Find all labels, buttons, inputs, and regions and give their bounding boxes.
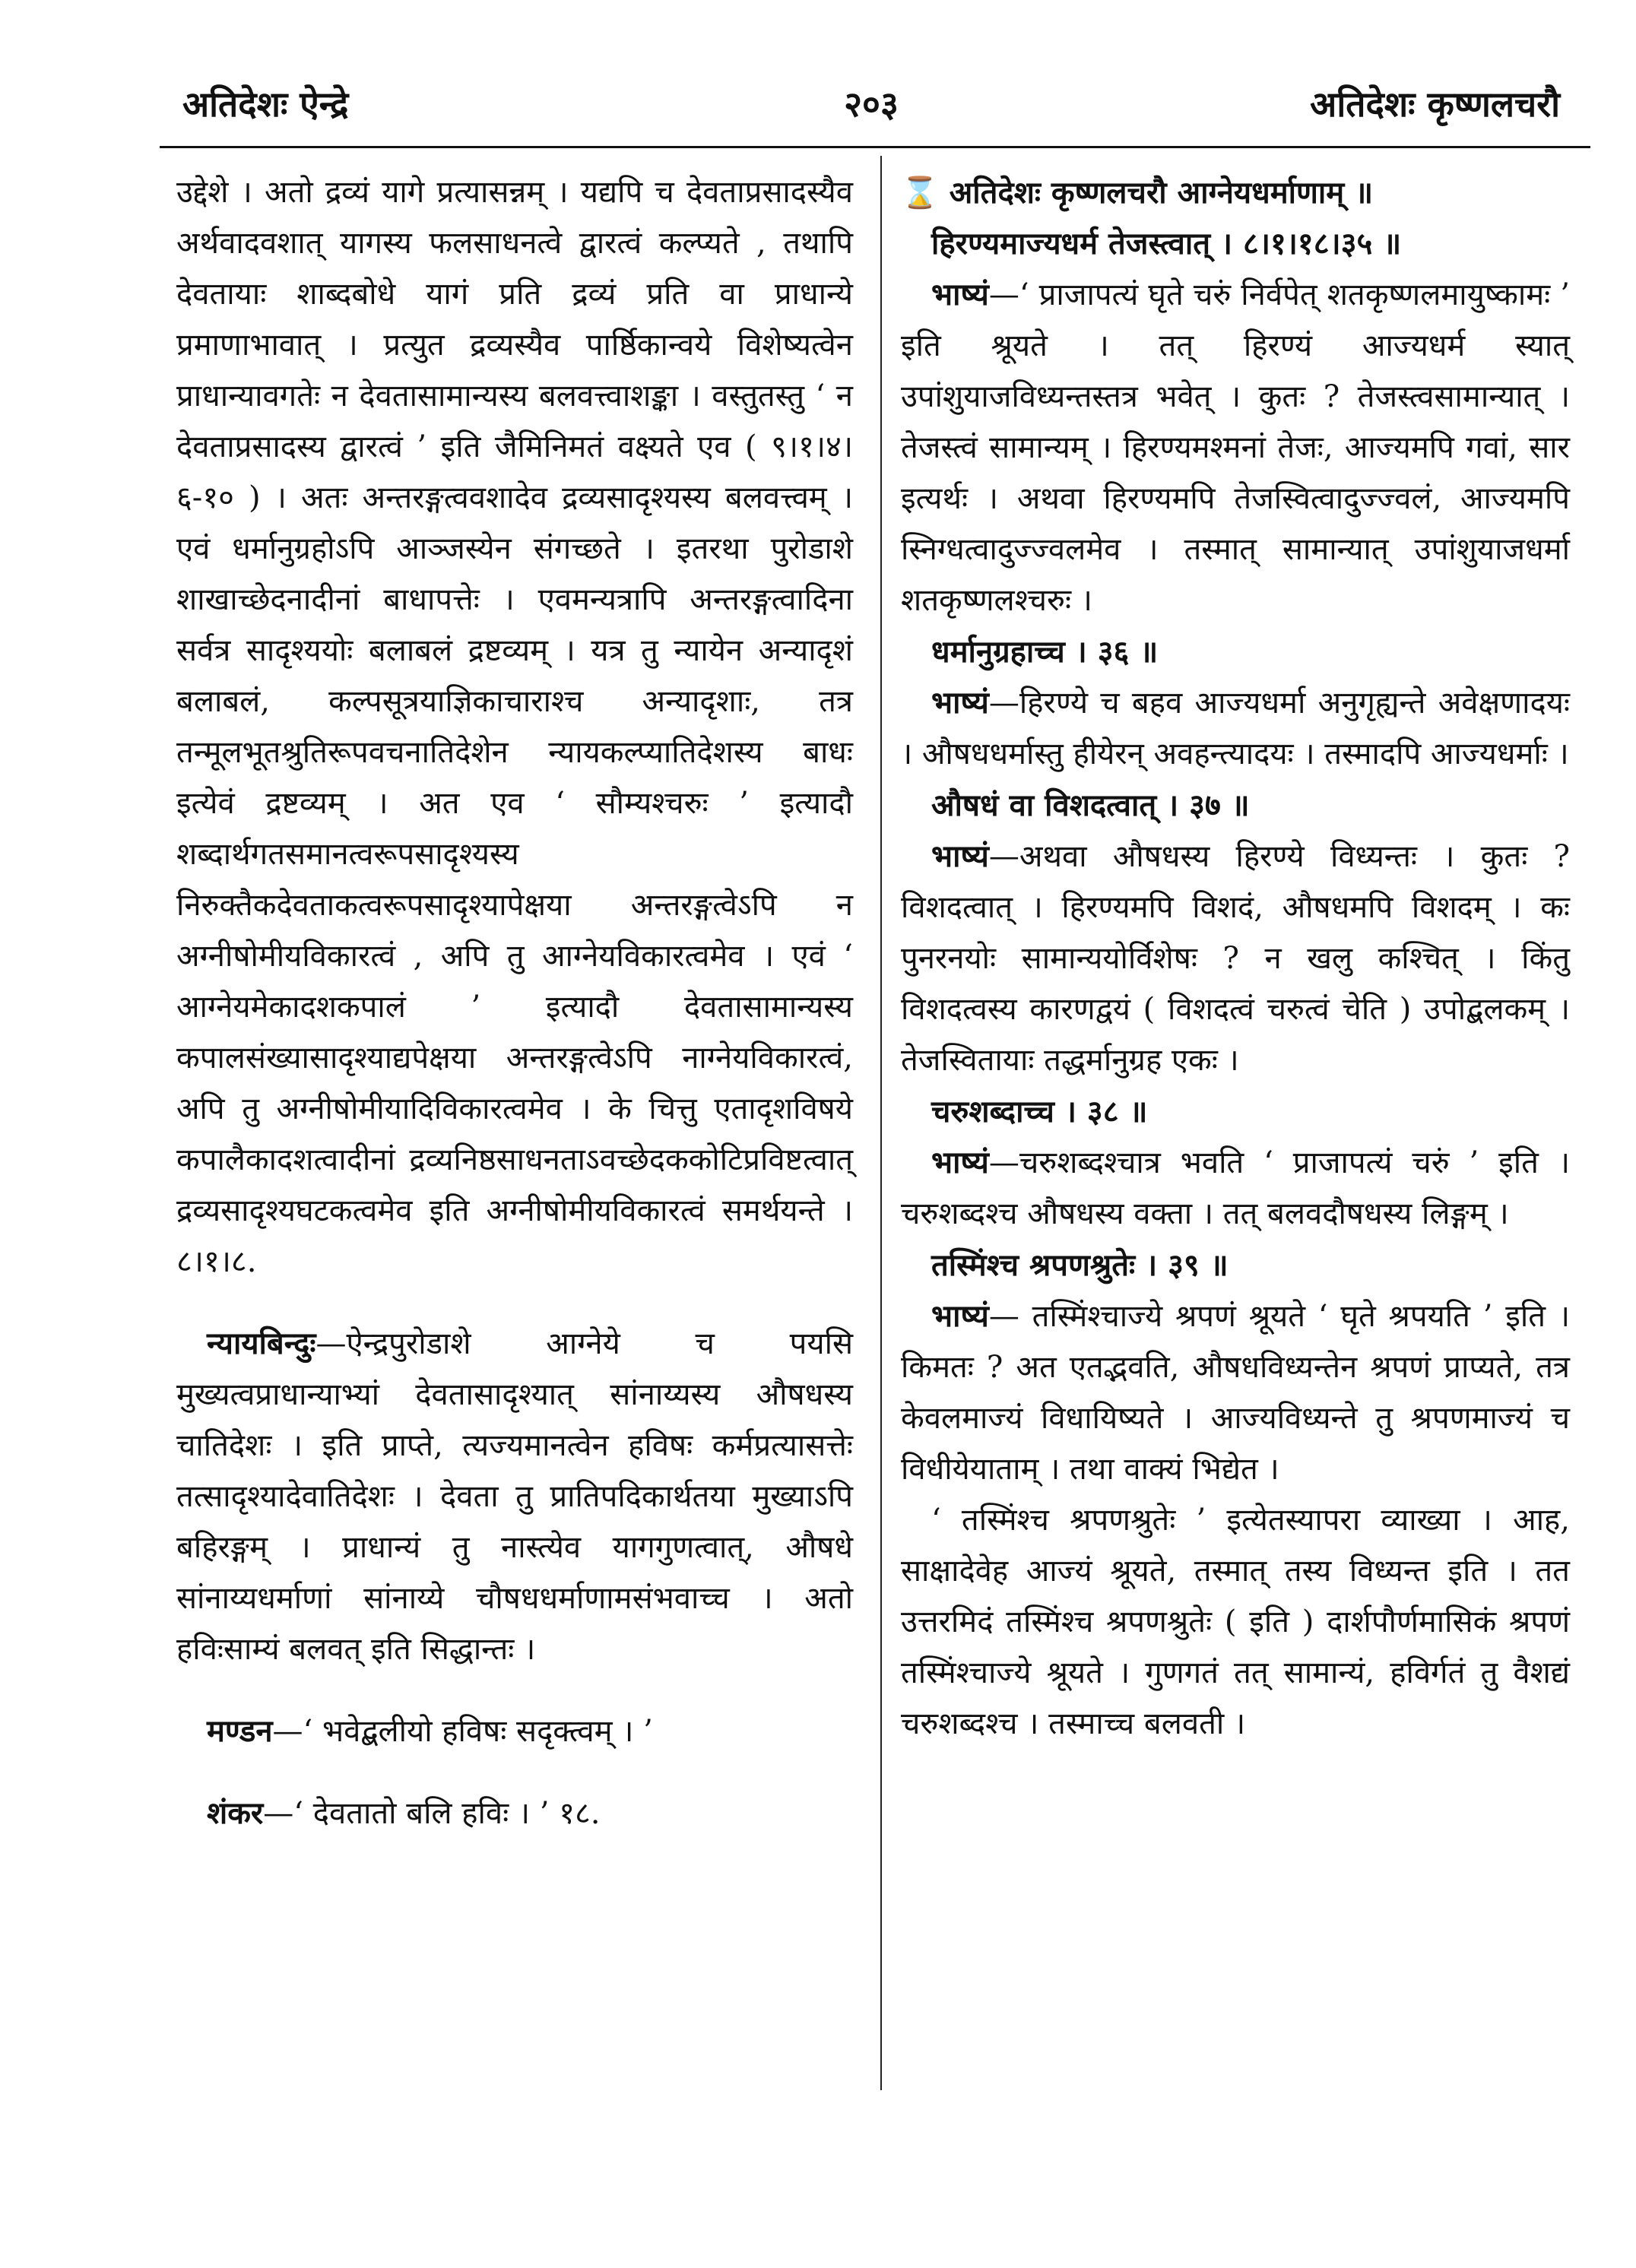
mandana-verse: [176, 1706, 853, 1757]
main-paragraph: उद्देशे । अतो द्रव्यं यागे प्रत्यासन्नम् । यद्यपि च देवताप्रसादस्यैव अर्थवादवशात् यागस्य फलसाधनत्वे द्वारत्वं कल्प्यते , तथापि देवतायाः शाब्दबोधे यागं प्रति द्रव्यं प्रति वा प्राधान्ये प्रमाणाभावात् । प्रत्युत द्रव्यस्यैव पार्ष्ठिकान्वये विशेष्यत्वेन प्राधान्यावगतेः न देवतासामान्यस्य बलवत्त्वाशङ्का । वस्तुतस्तु ‘ न देवताप्रसादस्य द्वारत्वं ’ इति जैमिनिमतं वक्ष्यते एव ( ९।१।४।६-१० ) । अतः अन्तरङ्गत्ववशादेव द्रव्यसादृश्यस्य बलवत्त्वम् । एवं धर्मानुग्रहोऽपि आञ्जस्येन संगच्छते । इतरथा पुरोडाशे शाखाच्छेदनादीनां बाधापत्तेः । एवमन्यत्रापि अन्तरङ्गत्वादिना सर्वत्र सादृश्ययोः बलाबलं द्रष्टव्यम् । यत्र तु न्यायेन अन्यादृशं बलाबलं, कल्पसूत्रयाज्ञिकाचाराश्च अन्यादृशाः, तत्र तन्मूलभूतश्रुतिरूपवचनातिदेशेन न्यायकल्प्यातिदेशस्य बाधः इत्येवं द्रष्टव्यम् । अत एव ‘ सौम्यश्चरुः ’ इत्यादौ शब्दार्थगतसमानत्वरूपसादृश्यस्य निरुक्तैकदेवताकत्वरूपसादृश्यापेक्षया अन्तरङ्गत्वेऽपि न अग्नीषोमीयविकारत्वं , अपि तु आग्नेयविकारत्वमेव । एवं ‘ आग्नेयमेकादशकपालं ’ इत्यादौ देवतासामान्यस्य कपालसंख्यासादृश्याद्यपेक्षया अन्तरङ्गत्वेऽपि नाग्नेयविकारत्वं, अपि तु अग्नीषोमीयादिविकारत्वमेव । के चित्तु एतादृशविषये कपालैकादशत्वादीनां द्रव्यनिष्ठसाधनताऽवच्छेदककोटिप्रविष्टत्वात् द्रव्यसादृश्यघटकत्वमेव इति अग्नीषोमीयविकारत्वं समर्थयन्ते । ८।१।८.: [176, 175, 854, 1279]
header-rule: [160, 146, 1590, 148]
sutra-39: तस्मिंश्च श्रपणश्रुतेः । ३९ ॥: [931, 1247, 1229, 1283]
bhashya-label: भाष्यं: [931, 1145, 989, 1180]
running-header: [152, 72, 1590, 144]
sutra-35: हिरण्यमाज्यधर्म तेजस्त्वात् । ८।१।१८।३५ ॥: [931, 226, 1402, 261]
shankara-text: —‘ देवतातो बलि हविः । ’ १८.: [263, 1796, 601, 1831]
section-title: ⌛ अतिदेशः कृष्णलचरौ आग्नेयधर्माणाम् ॥: [901, 175, 1374, 211]
mandana-text: —‘ भवेद्बलीयो हविषः सदृक्त्वम् । ’: [272, 1714, 653, 1749]
header-right-title: अतिदेशः कृष्णलचरौ: [1310, 84, 1560, 125]
bhashya-label: भाष्यं: [931, 838, 989, 874]
bhashya-38: भाष्यं—चरुशब्दश्चात्र भवति ‘ प्राजापत्यं चरुं ’ इति । चरुशब्दश्च औषधस्य वक्ता । तत् बलवदौषधस्य लिङ्गम् ।: [901, 1145, 1570, 1231]
bhashya-36: भाष्यं—हिरण्ये च बहव आज्यधर्मा अनुगृह्यन्ते अवेक्षणादयः । औषधधर्मास्तु हीयेरन् अवहन्त्यादयः । तस्मादपि आज्यधर्माः ।: [901, 685, 1570, 771]
sutra-37: औषधं वा विशदत्वात् । ३७ ॥: [931, 787, 1250, 823]
bhashya-label: भाष्यं: [931, 1298, 989, 1334]
left-column: [176, 167, 853, 1839]
bhashya-39: भाष्यं— तस्मिंश्चाज्ये श्रपणं श्रूयते ‘ घृते श्रपयति ’ इति । किमतः ? अत एतद्भवति, औषधविध्यन्तेन श्रपणं प्राप्यते, तत्र केवलमाज्यं विधायिष्यते । आज्यविध्यन्ते तु श्रपणमाज्यं च विधीयेयाताम् । तथा वाक्यं भिद्येत ।: [901, 1298, 1570, 1487]
bhashya-label: भाष्यं: [931, 277, 989, 312]
bhashya-label: भाष्यं: [931, 685, 989, 721]
section-mark-icon: ⌛: [901, 175, 950, 211]
page-number: २०३: [844, 84, 899, 125]
mandana-label: मण्डन: [207, 1713, 273, 1749]
nyaya-bindu-paragraph: [176, 1318, 853, 1675]
shankara-label: शंकर: [207, 1795, 264, 1831]
bhashya-37: भाष्यं—अथवा औषधस्य हिरण्ये विध्यन्तः । कुतः ? विशदत्वात् । हिरण्यमपि विशदं, औषधमपि विशदम् । कः पुनरनयोः सामान्ययोर्विशेषः ? न खलु कश्चित् । किंतु विशदत्वस्य कारणद्वयं ( विशदत्वं चरुत्वं चेति ) उपोद्बलकम् । तेजस्वितायाः तद्धर्मानुग्रह एकः ।: [901, 838, 1570, 1078]
alternate-explanation: ‘ तस्मिंश्च श्रपणश्रुतेः ’ इत्येतस्यापरा व्याख्या । आह, साक्षादेवेह आज्यं श्रूयते, तस्मात् तस्य विध्यन्त इति । तत उत्तरमिदं तस्मिंश्च श्रपणश्रुतेः ( इति ) दार्शपौर्णमासिकं श्रपणं तस्मिंश्चाज्ये श्रूयते । गुणगतं तत् सामान्यं, हविर्गतं तु वैशद्यं चरुशब्दश्च । तस्माच्च बलवती ।: [901, 1503, 1570, 1741]
nyaya-bindu-text: —ऐन्द्रपुरोडाशे आग्नेये च पयसि मुख्यत्वप्राधान्याभ्यां देवतासादृश्यात् सांनाय्यस्य औषधस्य चातिदेशः । इति प्राप्ते, त्यज्यमानत्वेन हविषः कर्मप्रत्यासत्तेः तत्सादृश्यादेवातिदेशः । देवता तु प्रातिपदिकार्थतया मुख्याऽपि बहिरङ्गम् । प्राधान्यं तु नास्त्येव यागगुणत्वात्, औषधे सांनाय्यधर्माणां सांनाय्ये चौषधधर्माणामसंभवाच्च । अतो हविःसाम्यं बलवत् इति सिद्धान्तः ।: [176, 1326, 853, 1667]
sutra-36: धर्मानुग्रहाच्च । ३६ ॥: [931, 634, 1159, 670]
right-column: [901, 167, 1570, 1750]
shankara-verse: [176, 1788, 853, 1839]
bhashya-35: भाष्यं—‘ प्राजापत्यं घृते चरुं निर्वपेत् शतकृष्णलमायुष्कामः ’ इति श्रूयते । तत् हिरण्यं आज्यधर्म स्यात् उपांशुयाजविध्यन्तस्तत्र भवेत् । कुतः ? तेजस्त्वसामान्यात् । तेजस्त्वं सामान्यम् । हिरण्यमश्मनां तेजः, आज्यमपि गवां, सार इत्यर्थः । अथवा हिरण्यमपि तेजस्वित्वादुज्ज्वलं, आज्यमपि स्निग्धत्वादुज्ज्वलमेव । तस्मात् सामान्यात् उपांशुयाजधर्मा शतकृष्णलश्चरुः ।: [901, 277, 1570, 618]
header-left-title: अतिदेशः ऐन्द्रे: [182, 84, 349, 125]
nyaya-bindu-label: न्यायबिन्दुः: [207, 1326, 316, 1361]
column-divider: [880, 156, 882, 2090]
sutra-38: चरुशब्दाच्च । ३८ ॥: [931, 1094, 1148, 1129]
